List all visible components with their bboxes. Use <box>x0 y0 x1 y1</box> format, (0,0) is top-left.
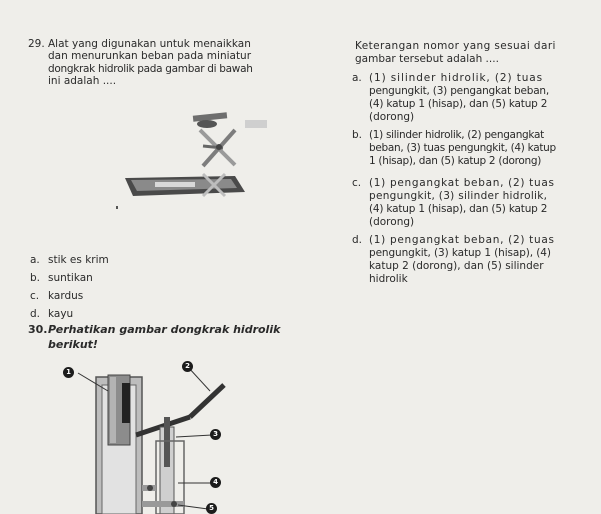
q-right-option-d-line-3: katup 2 (dorong), dan (5) silinder <box>369 260 544 272</box>
q29-option-b-letter: b. <box>30 272 41 284</box>
diagram-label-1: 1 <box>63 367 74 378</box>
q29-option-c-letter: c. <box>30 290 40 302</box>
diagram-label-3: 3 <box>210 429 221 440</box>
q-right-option-c-line-3: (4) katup 1 (hisap), dan (5) katup 2 <box>369 203 548 215</box>
q30-stem-line-2: berikut! <box>48 338 98 351</box>
q-right-option-a-line-4: (dorong) <box>369 111 415 123</box>
q-right-option-a-line-2: pengungkit, (3) pengangkat beban, <box>369 85 550 97</box>
q30-stem-line-1: Perhatikan gambar dongkrak hidrolik <box>48 323 281 336</box>
q-right-option-d-line-4: hidrolik <box>369 273 408 285</box>
q30-number: 30. <box>28 323 48 336</box>
diagram-label-5: 5 <box>206 503 217 514</box>
q29-option-a-text: stik es krim <box>48 254 109 266</box>
diagram-label-4: 4 <box>210 477 221 488</box>
q-right-option-b-line-2: beban, (3) tuas pengungkit, (4) katup <box>369 142 556 154</box>
q-right-option-d-line-2: pengungkit, (3) katup 1 (hisap), (4) <box>369 247 551 259</box>
q29-stem-line-4: ini adalah .... <box>48 75 117 87</box>
q29-option-a-letter: a. <box>30 254 40 266</box>
diagram-label-2: 2 <box>182 361 193 372</box>
q-right-stem-line-1: Keterangan nomor yang sesuai dari <box>355 40 556 52</box>
q-right-option-c-line-1: (1) pengangkat beban, (2) tuas <box>369 177 555 189</box>
q29-option-b-text: suntikan <box>48 272 93 284</box>
q29-stem-line-1: Alat yang digunakan untuk menaikkan <box>48 38 251 50</box>
q29-stem-line-3: dongkrak hidrolik pada gambar di bawah <box>48 63 253 75</box>
miniature-jack-photo <box>95 100 275 210</box>
hydraulic-jack-diagram <box>60 355 260 514</box>
q-right-option-b-line-3: 1 (hisap), dan (5) katup 2 (dorong) <box>369 155 542 167</box>
q-right-option-b-letter: b. <box>352 129 363 141</box>
q-right-option-a-letter: a. <box>352 72 362 84</box>
q29-number: 29. <box>28 38 45 50</box>
q-right-option-c-letter: c. <box>352 177 362 189</box>
q-right-option-c-line-4: (dorong) <box>369 216 415 228</box>
q-right-stem-line-2: gambar tersebut adalah .... <box>355 53 499 65</box>
q-right-option-a-line-3: (4) katup 1 (hisap), dan (5) katup 2 <box>369 98 548 110</box>
q-right-option-b-line-1: (1) silinder hidrolik, (2) pengangkat <box>369 129 544 141</box>
q29-stem-line-2: dan menurunkan beban pada miniatur <box>48 50 252 62</box>
q-right-option-a-line-1: (1) silinder hidrolik, (2) tuas <box>369 72 543 84</box>
q29-option-d-letter: d. <box>30 308 41 320</box>
q-right-option-d-letter: d. <box>352 234 363 246</box>
q29-option-c-text: kardus <box>48 290 84 302</box>
q29-option-d-text: kayu <box>48 308 74 320</box>
q-right-option-c-line-2: pengungkit, (3) silinder hidrolik, <box>369 190 548 202</box>
q-right-option-d-line-1: (1) pengangkat beban, (2) tuas <box>369 234 555 246</box>
